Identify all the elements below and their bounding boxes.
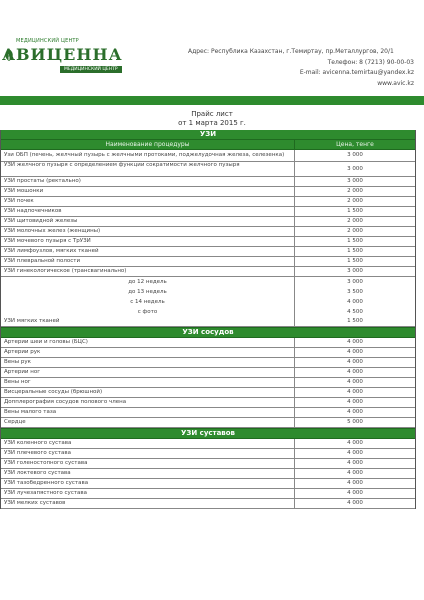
logo — [2, 38, 152, 80]
contact-email[interactable]: E-mail: avicenna.temirtau@yandex.kz — [299, 69, 414, 76]
row-price: 3 500 — [347, 289, 363, 295]
row-price: 4 000 — [347, 490, 363, 496]
row-service-name: Артерии рук — [1, 348, 295, 357]
row-service-name: Допплерография сосудов полового члена — [1, 398, 295, 407]
table-row — [1, 317, 415, 327]
contact-website[interactable]: www.avic.kz — [377, 79, 414, 87]
row-service-name: Вены ног — [1, 378, 295, 387]
table-row — [1, 348, 415, 358]
row-price: 4 000 — [347, 450, 363, 456]
row-service-name: УЗИ желчного пузыря с определением функции сократимости желчного пузыря — [1, 162, 295, 176]
section-title-vessels: УЗИ сосудов — [1, 327, 415, 338]
section-title-joints: УЗИ суставов — [1, 428, 415, 439]
rows-joints — [1, 439, 415, 509]
section-title-uzi: УЗИ — [1, 130, 415, 140]
logo-name: АВИЦЕННА — [2, 45, 123, 64]
rows-uzi — [1, 150, 415, 327]
row-price: 4 000 — [347, 299, 363, 305]
row-price: 2 000 — [347, 188, 363, 194]
row-price: 3 000 — [347, 166, 363, 172]
row-service-name: Узи ОБП (печень, желчный пузырь с желчными протоками, поджелудочная железа, селезенка) — [1, 150, 295, 161]
table-row — [1, 237, 415, 247]
row-price: 4 000 — [347, 440, 363, 446]
row-service-name: УЗИ коленного сустава — [1, 439, 295, 448]
row-service-name: УЗИ лимфоузлов, мягких тканей — [1, 247, 295, 256]
row-price: 4 000 — [347, 369, 363, 375]
row-service-name: УЗИ почек — [1, 197, 295, 206]
row-price: 4 000 — [347, 470, 363, 476]
row-service-name: УЗИ молочных желез (женщины) — [1, 227, 295, 236]
table-row — [1, 297, 415, 307]
row-service-name: Артерии ног — [1, 368, 295, 377]
table-row — [1, 150, 415, 162]
table-row — [1, 162, 415, 177]
table-row — [1, 469, 415, 479]
row-service-name: с фото — [1, 307, 295, 317]
row-price: 4 000 — [347, 389, 363, 395]
table-row — [1, 388, 415, 398]
table-row — [1, 267, 415, 277]
table-row — [1, 197, 415, 207]
row-price: 4 000 — [347, 480, 363, 486]
row-price: 1 500 — [347, 248, 363, 254]
table-row — [1, 227, 415, 237]
row-service-name: УЗИ мочевого пузыря с ТрУЗИ — [1, 237, 295, 246]
row-service-name: УЗИ щитовидной железы — [1, 217, 295, 226]
table-row — [1, 439, 415, 449]
table-row — [1, 358, 415, 368]
table-row — [1, 277, 415, 287]
row-service-name: УЗИ плевральной полости — [1, 257, 295, 266]
row-price: 4 000 — [347, 409, 363, 415]
column-header-price: Цена, тенге — [336, 141, 374, 148]
row-service-name: Сердце — [1, 418, 295, 427]
contact-address: Адрес: Республика Казахстан, г.Темиртау, пр.Металлургов, 20/1 — [188, 48, 394, 55]
column-headers — [1, 140, 415, 150]
row-price: 4 000 — [347, 500, 363, 506]
row-price: 3 000 — [347, 279, 363, 285]
header-divider — [0, 96, 424, 105]
table-row — [1, 187, 415, 197]
row-price: 2 000 — [347, 218, 363, 224]
row-service-name: Висцеральные сосуды (брюшной) — [1, 388, 295, 397]
row-service-name: УЗИ голеностопного сустава — [1, 459, 295, 468]
row-service-name: УЗИ надпочечников — [1, 207, 295, 216]
row-service-name: УЗИ мошонки — [1, 187, 295, 196]
logo-top-text: МЕДИЦИНСКИЙ ЦЕНТР — [16, 38, 79, 44]
row-price: 5 000 — [347, 419, 363, 425]
row-price: 1 500 — [347, 208, 363, 214]
row-price: 4 000 — [347, 399, 363, 405]
row-service-name: УЗИ гинекологическое (трансвагинально) — [1, 267, 295, 276]
table-row — [1, 338, 415, 348]
table-row — [1, 287, 415, 297]
row-service-name: с 14 недель — [1, 297, 295, 307]
price-table — [0, 130, 416, 509]
column-header-name: Наименование процедуры — [1, 140, 295, 149]
row-service-name: УЗИ плечевого сустава — [1, 449, 295, 458]
row-price: 1 500 — [347, 238, 363, 244]
table-row — [1, 207, 415, 217]
row-service-name: Артерии шеи и головы (БЦС) — [1, 338, 295, 347]
table-row — [1, 177, 415, 187]
row-service-name: УЗИ мягких тканей — [1, 317, 295, 326]
header — [0, 0, 424, 90]
row-price: 4 000 — [347, 339, 363, 345]
row-service-name: УЗИ локтевого сустава — [1, 469, 295, 478]
table-row — [1, 408, 415, 418]
row-price: 1 500 — [347, 318, 363, 324]
table-row — [1, 247, 415, 257]
rows-vessels — [1, 338, 415, 428]
row-service-name: УЗИ тазобедренного сустава — [1, 479, 295, 488]
row-price: 4 000 — [347, 359, 363, 365]
row-price: 4 000 — [347, 460, 363, 466]
title-line-1: Прайс лист — [191, 110, 233, 118]
table-row — [1, 398, 415, 408]
table-row — [1, 479, 415, 489]
row-price: 3 000 — [347, 268, 363, 274]
table-row — [1, 449, 415, 459]
table-row — [1, 217, 415, 227]
contacts — [188, 47, 414, 89]
row-service-name: до 12 недель — [1, 277, 295, 287]
row-service-name: Вены рук — [1, 358, 295, 367]
row-price: 2 000 — [347, 228, 363, 234]
title-line-2: от 1 марта 2015 г. — [178, 119, 246, 127]
row-price: 4 000 — [347, 379, 363, 385]
logo-bottom-text: МЕДИЦИНСКИЙ ЦЕНТР — [60, 66, 122, 73]
row-price: 2 000 — [347, 198, 363, 204]
row-price: 4 000 — [347, 349, 363, 355]
row-price: 1 500 — [347, 258, 363, 264]
table-row — [1, 418, 415, 428]
row-service-name: до 13 недель — [1, 287, 295, 297]
row-service-name: УЗИ лучезапястного сустава — [1, 489, 295, 498]
table-row — [1, 489, 415, 499]
table-row — [1, 368, 415, 378]
row-price: 4 500 — [347, 309, 363, 315]
row-service-name: Вены малого таза — [1, 408, 295, 417]
table-row — [1, 378, 415, 388]
table-row — [1, 307, 415, 317]
contact-phone: Телефон: 8 (7213) 90-00-03 — [327, 58, 414, 66]
row-service-name: УЗИ мелких суставов — [1, 499, 295, 508]
document-title — [0, 110, 424, 128]
row-service-name: УЗИ простаты (ректально) — [1, 177, 295, 186]
table-row — [1, 499, 415, 509]
row-price: 3 000 — [347, 178, 363, 184]
table-row — [1, 257, 415, 267]
row-price: 3 000 — [347, 152, 363, 158]
table-row — [1, 459, 415, 469]
